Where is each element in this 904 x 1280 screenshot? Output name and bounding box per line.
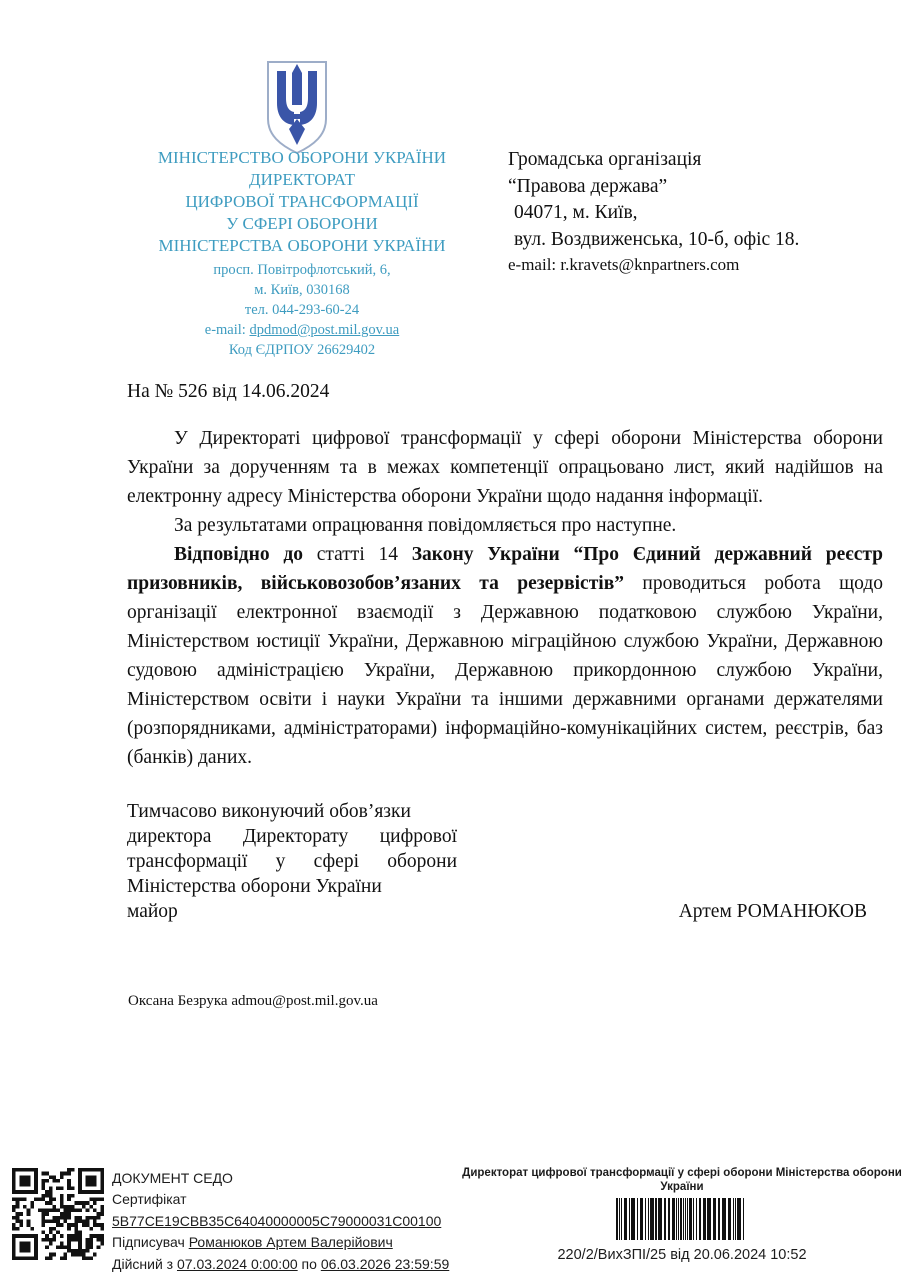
sedo-valid-label-from: Дійсний з: [112, 1255, 177, 1272]
sender-org-line: ЦИФРОВОЇ ТРАНСФОРМАЦІЇ: [185, 192, 419, 211]
sender-address-city: м. Київ, 030168: [254, 282, 350, 298]
sender-edrpou: Код ЄДРПОУ 26629402: [228, 342, 376, 358]
signature-title-line: трансформації у сфері оборони: [127, 851, 457, 872]
sender-email-line: [122, 320, 482, 340]
letter-body: [127, 424, 883, 772]
recipient-org-name: “Правова держава”: [508, 175, 668, 197]
barcode: [616, 1198, 748, 1240]
sedo-cert-label: Сертифікат: [112, 1191, 187, 1208]
signature-title-line: директора Директорату цифрової: [127, 826, 457, 847]
reference-line: На № 526 від 14.06.2024: [127, 381, 330, 402]
sender-address-street: просп. Повітрофлотський, 6,: [213, 262, 391, 278]
sender-email-label: e-mail:: [204, 322, 250, 338]
recipient-block: [508, 147, 799, 277]
sender-org-line: ДИРЕКТОРАТ: [249, 170, 355, 189]
sedo-title: ДОКУМЕНТ СЕДО: [112, 1170, 233, 1186]
body-p3-regular-1: статті 14: [302, 544, 412, 565]
body-p3-regular-2: проводиться робота щодо організації електронної взаємодії з Державною податковою службою України, Міністерством юстиції України, Державною міграційною службою України, Державною судовою адміністрацією України, Державною прикордонною службою України, Міністерством освіти і науки України та іншими державними органами держателями (розпорядниками, адміністраторами) інформаційно-комунікаційних систем, реєстрів, баз (банків) даних.: [127, 573, 883, 768]
body-paragraph-1: У Директораті цифрової трансформації у сфері оборони Міністерства оборони України за дорученням та в межах компетенції опрацьовано лист, який надійшов на електронну адресу Міністерства оборони України щодо надання інформації.: [127, 428, 883, 507]
recipient-street: вул. Воздвиженська, 10-б, офіс 18.: [514, 228, 800, 250]
sender-org-line: МІНІСТЕРСТВА ОБОРОНИ УКРАЇНИ: [158, 236, 446, 255]
sedo-signer-label: Підписувач: [112, 1234, 189, 1251]
sedo-valid-to: 06.03.2026 23:59:59: [320, 1255, 450, 1272]
sender-email-link[interactable]: dpdmod@post.mil.gov.ua: [249, 322, 400, 338]
recipient-email: e-mail: r.kravets@knpartners.com: [508, 255, 740, 274]
sedo-valid-from: 07.03.2024 0:00:00: [176, 1255, 298, 1272]
letterhead: [122, 147, 482, 360]
sender-org-line: МІНІСТЕРСТВО ОБОРОНИ УКРАЇНИ: [157, 148, 447, 167]
registration-stamp: [462, 1166, 902, 1263]
signature-name: Артем РОМАНЮКОВ: [678, 901, 867, 922]
body-paragraph-3: [127, 540, 883, 772]
ukraine-trident-emblem: [263, 59, 331, 156]
body-p3-law-title: Закону України “Про Єдиний державний реєстр призовників, військовозобов’язаних та резервістів”: [127, 544, 884, 594]
body-paragraph-2: За результатами опрацювання повідомляється про наступне.: [174, 515, 677, 536]
registration-org: Директорат цифрової трансформації у сфері оборони Міністерства оборони України: [462, 1167, 902, 1193]
sender-phone: тел. 044-293-60-24: [244, 302, 360, 318]
sedo-signer-line: [112, 1232, 472, 1253]
sender-org-line: У СФЕРІ ОБОРОНИ: [226, 214, 378, 233]
signature-title-line: Тимчасово виконуючий обов’язки: [127, 801, 411, 822]
sedo-validity-line: [112, 1254, 472, 1275]
sedo-stamp: [112, 1168, 472, 1275]
body-p3-bold-intro: Відповідно до: [174, 544, 303, 565]
signature-title-line: Міністерства оборони України: [127, 876, 382, 897]
registration-number: 220/2/ВихЗПІ/25 від 20.06.2024 10:52: [557, 1247, 807, 1263]
executor-contact: Оксана Безрука admou@post.mil.gov.ua: [128, 993, 378, 1009]
signature-block: [127, 799, 867, 924]
recipient-org: Громадська організація: [508, 149, 702, 170]
sedo-cert-number: 5B77CE19CBB35C64040000005C79000031C00100: [112, 1212, 442, 1229]
sedo-signer-name: Романюков Артем Валерійович: [188, 1234, 393, 1251]
signature-rank: майор: [127, 901, 178, 922]
qr-code: [12, 1168, 104, 1260]
recipient-postcode: 04071, м. Київ,: [514, 202, 638, 223]
sedo-valid-label-to: по: [297, 1255, 321, 1272]
